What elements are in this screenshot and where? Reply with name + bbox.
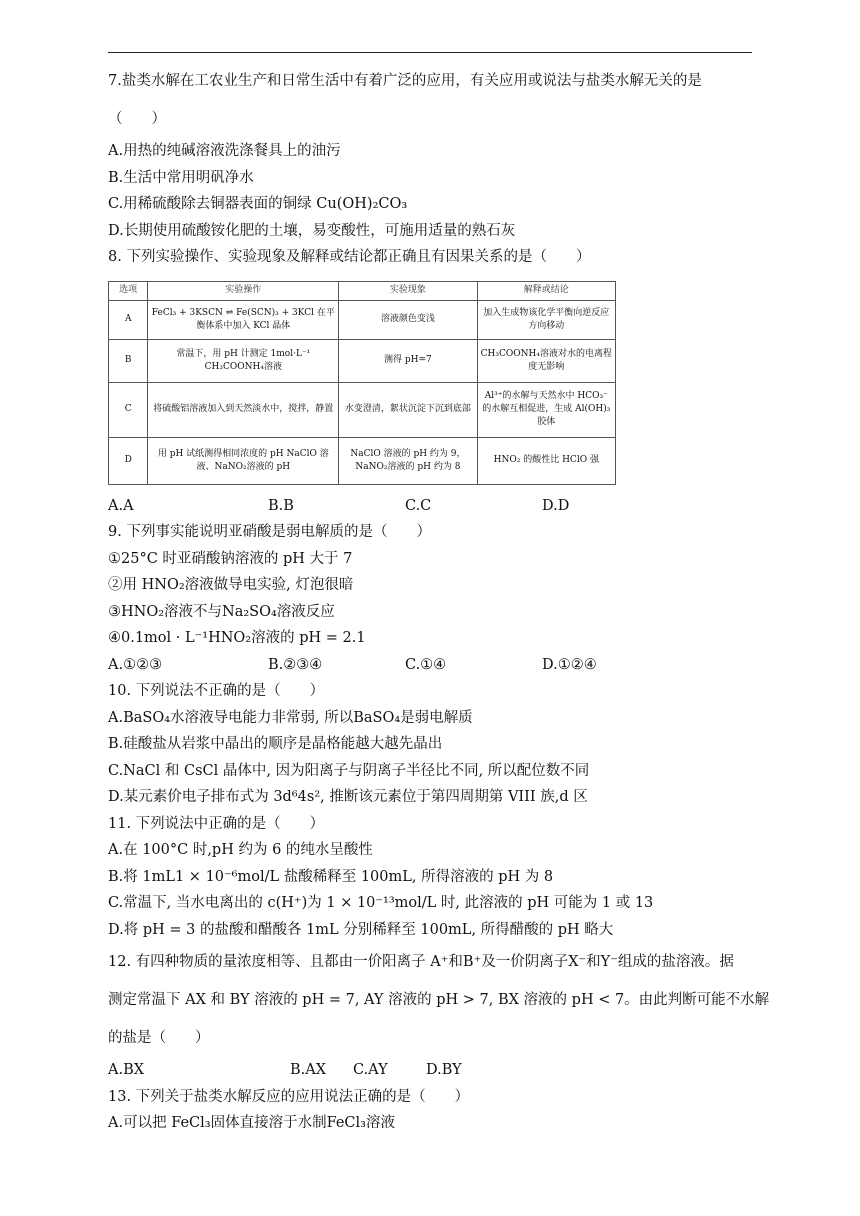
q13-option-a: A.可以把 FeCl₃固体直接溶于水制FeCl₃溶液 — [108, 1115, 395, 1131]
q11-option-a: A.在 100°C 时,pH 约为 6 的纯水呈酸性 — [108, 842, 373, 858]
q7-paren: （ ） — [108, 111, 166, 127]
table-header-cell: 实验操作 — [148, 281, 339, 300]
table-cell: B — [109, 339, 148, 382]
q8-experiment-table — [108, 281, 616, 485]
q10-stem: 10. 下列说法不正确的是（ ） — [108, 683, 325, 699]
q7-option-c: C.用稀硫酸除去铜器表面的铜绿 Cu(OH)₂CO₃ — [108, 196, 408, 212]
q9-statement-4: ④0.1mol · L⁻¹HNO₂溶液的 pH = 2.1 — [108, 630, 366, 646]
table-cell: CH₃COONH₄溶液对水的电离程度无影响 — [477, 339, 615, 382]
q12-options — [108, 1057, 758, 1084]
table-cell: D — [109, 437, 148, 484]
q8-option-c: C.C — [405, 497, 432, 514]
q11-stem: 11. 下列说法中正确的是（ ） — [108, 815, 325, 832]
table-row — [109, 339, 616, 382]
q8-option-b: B.B — [268, 497, 294, 514]
q11-option-d: D.将 pH = 3 的盐酸和醋酸各 1mL 分别稀释至 100mL, 所得醋酸的 pH 略大 — [108, 921, 614, 938]
q9-option-c: C.①④ — [405, 656, 447, 673]
q9-option-b: B.②③④ — [268, 656, 323, 673]
q8-option-d: D.D — [542, 497, 570, 514]
q10-option-d: D.某元素价电子排布式为 3d⁶4s², 推断该元素位于第四周期第 VIII 族,d 区 — [108, 789, 588, 805]
table-cell: 水变澄清，絮状沉淀下沉到底部 — [339, 382, 477, 437]
q9-option-d: D.①②④ — [542, 656, 597, 673]
q10-option-b: B.硅酸盐从岩浆中晶出的顺序是晶格能越大越先晶出 — [108, 736, 443, 752]
q12-stem-line-3: 的盐是（ ） — [108, 1030, 210, 1046]
table-header-cell: 选项 — [109, 281, 148, 300]
q8-option-a: A.A — [108, 497, 134, 514]
q9-option-a: A.①②③ — [108, 656, 163, 673]
table-header-row — [109, 281, 616, 300]
q12-option-a: A.BX — [108, 1062, 145, 1078]
table-row — [109, 382, 616, 437]
table-cell: 将硫酸铝溶液加入到天然淡水中，搅拌，静置 — [148, 382, 339, 437]
table-cell: 常温下，用 pH 计测定 1mol·L⁻¹ CH₃COONH₄溶液 — [148, 339, 339, 382]
table-cell: FeCl₃ + 3KSCN ⇌ Fe(SCN)₃ + 3KCl 在平衡体系中加入 KCl 晶体 — [148, 300, 339, 339]
q12-stem-line-2: 测定常温下 AX 和 BY 溶液的 pH = 7, AY 溶液的 pH > 7, BX 溶液的 pH < 7。由此判断可能不水解 — [108, 992, 770, 1008]
q13-stem: 13. 下列关于盐类水解反应的应用说法正确的是（ ） — [108, 1088, 470, 1105]
exam-page — [108, 62, 770, 1137]
q7-stem: 7.盐类水解在工农业生产和日常生活中有着广泛的应用，有关应用或说法与盐类水解无关的是 — [108, 73, 702, 89]
q7-option-a: A.用热的纯碱溶液洗涤餐具上的油污 — [108, 143, 341, 159]
table-cell: A — [109, 300, 148, 339]
q12-stem-line-1: 12. 有四种物质的量浓度相等、且都由一价阳离子 A⁺和B⁺及一价阴离子X⁻和Y⁻组成的盐溶液。据 — [108, 954, 734, 970]
table-row — [109, 437, 616, 484]
q7-option-d: D.长期使用硫酸铵化肥的土壤，易变酸性，可施用适量的熟石灰 — [108, 222, 516, 239]
table-cell: Al³⁺的水解与天然水中 HCO₃⁻ 的水解互相促进，生成 Al(OH)₃ 胶体 — [477, 382, 615, 437]
q9-statement-2: ②用 HNO₂溶液做导电实验, 灯泡很暗 — [108, 577, 354, 593]
table-cell: 加入生成物该化学平衡向逆反应方向移动 — [477, 300, 615, 339]
table-cell: 测得 pH=7 — [339, 339, 477, 382]
q10-option-a: A.BaSO₄水溶液导电能力非常弱, 所以BaSO₄是弱电解质 — [108, 709, 473, 726]
table-cell: 溶液颜色变浅 — [339, 300, 477, 339]
table-header-cell: 解释或结论 — [477, 281, 615, 300]
q11-option-b: B.将 1mL1 × 10⁻⁶mol/L 盐酸稀释至 100mL, 所得溶液的 pH 为 8 — [108, 868, 554, 885]
q9-stem: 9. 下列事实能说明亚硝酸是弱电解质的是（ ） — [108, 524, 431, 540]
header-rule — [108, 52, 752, 53]
q7-option-b: B.生活中常用明矾净水 — [108, 169, 254, 186]
q10-option-c: C.NaCl 和 CsCl 晶体中, 因为阳离子与阴离子半径比不同, 所以配位数不同 — [108, 762, 590, 779]
q11-option-c: C.常温下, 当水电离出的 c(H⁺)为 1 × 10⁻¹³mol/L 时, 此溶液的 pH 可能为 1 或 13 — [108, 895, 654, 911]
q9-statement-1: ①25°C 时亚硝酸钠溶液的 pH 大于 7 — [108, 550, 353, 567]
q12-option-c: C.AY — [353, 1062, 388, 1078]
q8-stem: 8. 下列实验操作、实验现象及解释或结论都正确且有因果关系的是（ ） — [108, 249, 591, 265]
q12-option-b: B.AX — [290, 1062, 327, 1078]
table-header-cell: 实验现象 — [339, 281, 477, 300]
table-cell: C — [109, 382, 148, 437]
table-cell: HNO₂ 的酸性比 HClO 强 — [477, 437, 615, 484]
q9-options — [108, 652, 758, 679]
q9-statement-3: ③HNO₂溶液不与Na₂SO₄溶液反应 — [108, 603, 335, 620]
table-cell: 用 pH 试纸测得相同浓度的 pH NaClO 溶液、NaNO₂溶液的 pH — [148, 437, 339, 484]
q12-option-d: D.BY — [426, 1062, 462, 1078]
q8-options — [108, 493, 758, 520]
table-cell: NaClO 溶液的 pH 约为 9，NaNO₂溶液的 pH 约为 8 — [339, 437, 477, 484]
table-row — [109, 300, 616, 339]
